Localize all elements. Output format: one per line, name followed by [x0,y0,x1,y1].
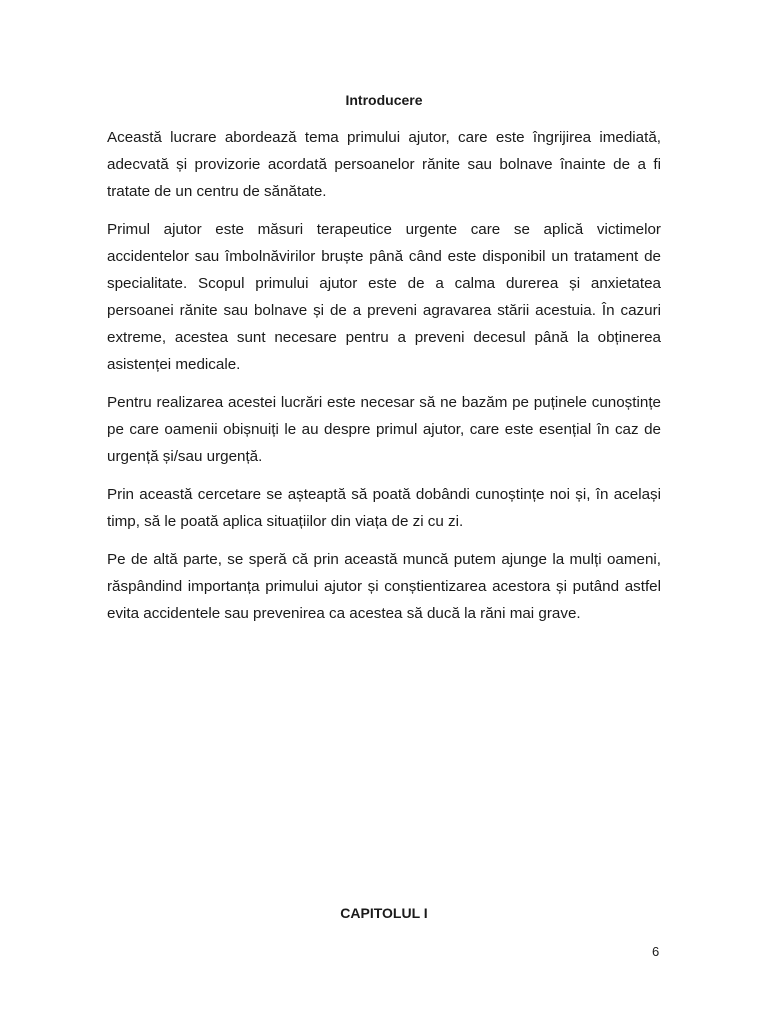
chapter-heading: CAPITOLUL I [340,905,428,921]
paragraph-4: Prin această cercetare se așteaptă să poată dobândi cunoștințe noi și, în același timp, să le poată aplica situațiilor din viața de zi cu zi. [107,486,661,530]
page-number: 6 [652,944,660,959]
body-text [107,124,661,638]
paragraph-1: Această lucrare abordează tema primului ajutor, care este îngrijirea imediată, adecvată și provizorie acordată persoanelor rănite sau bolnave înainte de a fi tratate de un centru de sănătate. [107,129,661,200]
paragraph-5: Pe de altă parte, se speră că prin această muncă putem ajunge la mulți oameni, răspândind importanța primului ajutor și conștientizarea acestora și putând astfel evita accidentele sau prevenirea ca acestea să ducă la răni mai grave. [107,551,661,622]
paragraph-3: Pentru realizarea acestei lucrări este necesar să ne bazăm pe puținele cunoștințe pe care oamenii obișnuiți le au despre primul ajutor, care este esențial în caz de urgență și/sau urgență. [107,394,661,465]
paragraph-2: Primul ajutor este măsuri terapeutice urgente care se aplică victimelor accidentelor sau îmbolnăvirilor bruște până când este disponibil un tratament de specialitate. Scopul primului ajutor este de a calma durerea și anxietatea persoanei rănite sau bolnave și de a preveni agravarea stării acestuia. În cazuri extreme, acestea sunt necesare pentru a preveni decesul până la obținerea asistenței medicale. [107,221,661,373]
section-heading-introducere: Introducere [345,92,423,108]
